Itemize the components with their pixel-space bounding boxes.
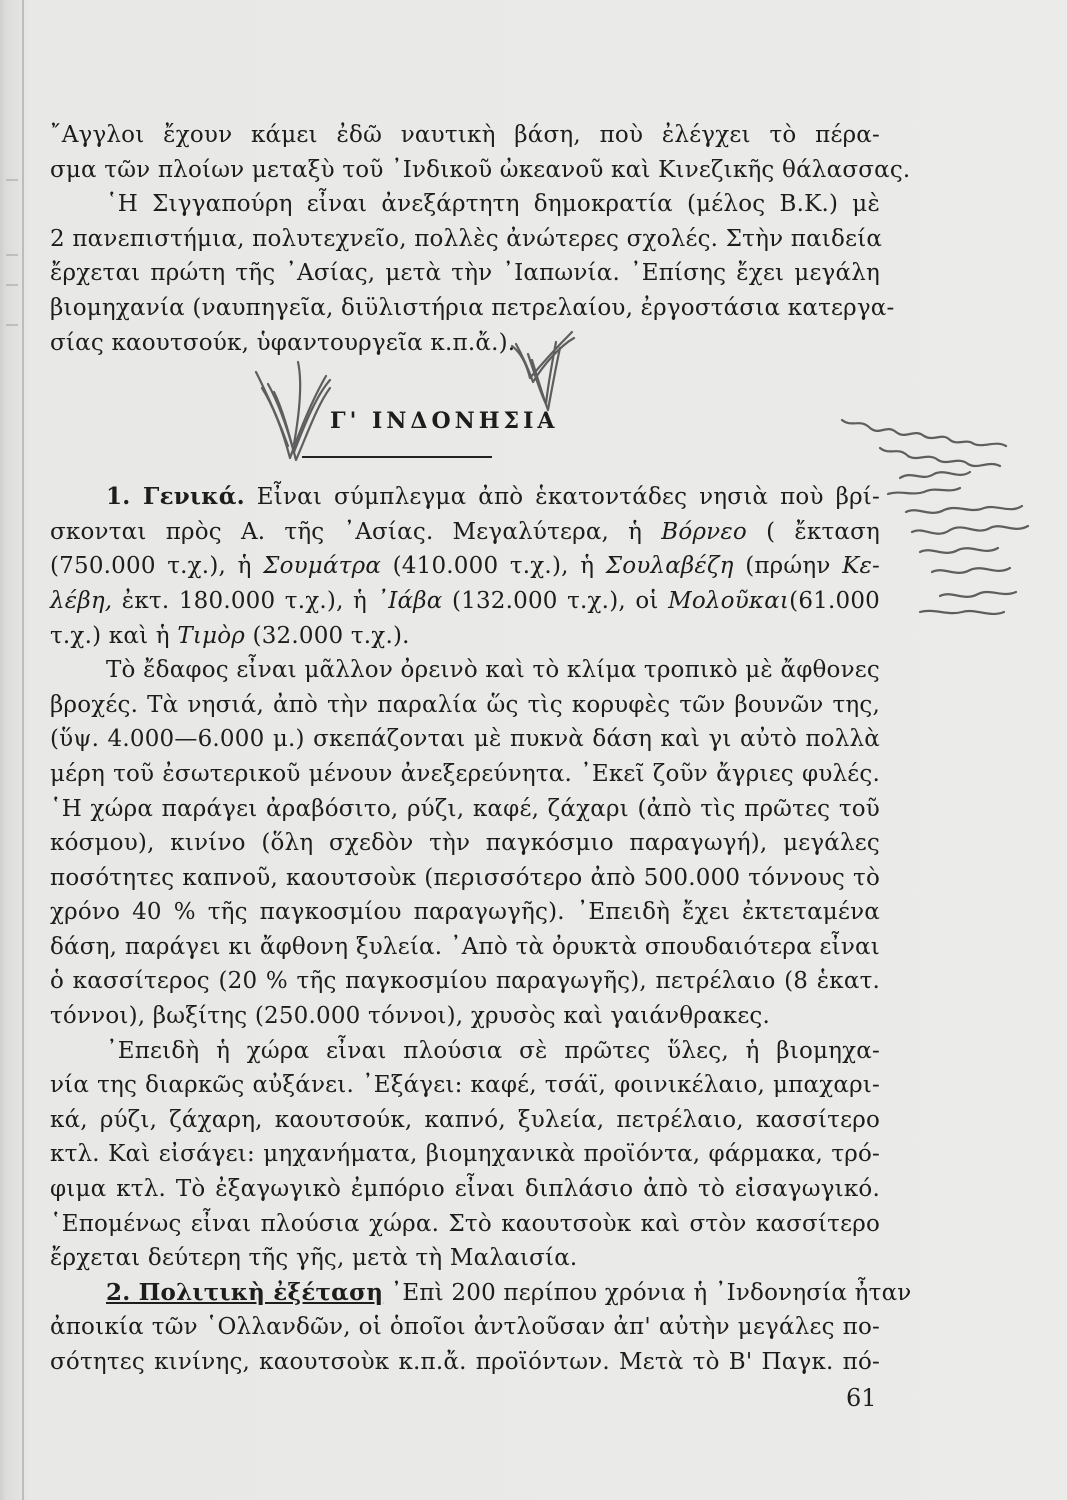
pencil-squiggle — [880, 448, 1000, 466]
text-line: χρόνο 40 % τῆς παγκοσμίου παραγωγῆς). ᾿Επειδὴ ἔχει ἐκτεταμένα — [50, 899, 880, 926]
place-name: λέβη, — [50, 587, 113, 614]
text-line: ᾿Επειδὴ ἡ χώρα εἶναι πλούσια σὲ πρῶτες ὕλες, ἡ βιομηχα- — [106, 1037, 880, 1064]
text-line: φιμα κτλ. Τὸ ἐξαγωγικὸ ἐμπόριο εἶναι διπλάσιο ἀπὸ τὸ εἰσαγωγικό. — [50, 1176, 880, 1203]
place-name: Τιμὸρ — [177, 622, 245, 649]
text-line: ῾Επομένως εἶναι πλούσια χώρα. Στὸ καουτσοὺκ καὶ στὸν κασσίτερο — [50, 1210, 880, 1237]
text-line: κόσμου), κινίνο (ὅλη σχεδὸν τὴν παγκόσμιο παραγωγή), μεγάλες — [50, 830, 880, 857]
pencil-squiggle — [920, 611, 1004, 614]
section-heading: Γ' ΙΝΔΟΝΗΣΙΑ — [330, 408, 559, 434]
text-line — [50, 584, 880, 619]
text-line: σότητες κινίνης, καουτσοὺκ κ.π.ἄ. προϊόντων. Μετὰ τὸ Β' Παγκ. πό- — [50, 1349, 880, 1375]
binding-gutter — [22, 0, 24, 1500]
section-heading-row — [262, 402, 682, 462]
text-line: 2 πανεπιστήμια, πολυτεχνεῖο, πολλὲς ἀνώτερες σχολές. Στὴν παιδεία — [50, 225, 883, 252]
body-text — [50, 118, 912, 1380]
text-line: ῎Αγγλοι ἔχουν κάμει ἐδῶ ναυτικὴ βάση, ποὺ ἐλέγχει τὸ πέρα- — [50, 122, 880, 148]
heading-underline — [302, 456, 492, 458]
text-span: (750.000 τ.χ.), ἡ — [50, 553, 252, 580]
pencil-squiggle — [920, 548, 998, 553]
text-line: κά, ρύζι, ζάχαρη, καουτσούκ, καπνό, ξυλεία, πετρέλαιο, κασσίτερο — [50, 1106, 880, 1133]
text-line: κτλ. Καὶ εἰσάγει: μηχανήματα, βιομηχανικὰ προϊόντα, φάρμακα, τρό- — [50, 1141, 880, 1168]
text-line: ποσότητες καπνοῦ, καουτσοὺκ (περισσότερο ἀπὸ 500.000 τόννους τὸ — [50, 864, 880, 891]
text-line: (ὕψ. 4.000—6.000 μ.) σκεπάζονται μὲ πυκνὰ δάση καὶ γι αὐτὸ πολλὰ — [50, 726, 880, 753]
place-name: ᾿Ιάβα — [376, 587, 443, 614]
text-span: σκονται πρὸς Α. τῆς ᾿Ασίας. Μεγαλύτερα, ἡ — [50, 518, 643, 545]
text-line: τόννοι), βωξίτης (250.000 τόννοι), χρυσὸς καὶ γαιάνθρακες. — [50, 1003, 771, 1030]
section-label-political: 2. Πολιτικὴ ἐξέταση — [106, 1278, 384, 1306]
text-line — [50, 549, 880, 584]
page-number: 61 — [846, 1384, 877, 1412]
text-span: ἐκτ. 180.000 τ.χ.), ἡ — [121, 587, 368, 614]
text-span: (410.000 τ.χ.), ἡ — [392, 553, 595, 580]
text-line: σμα τῶν πλοίων μεταξὺ τοῦ ᾿Ινδικοῦ ὠκεανοῦ καὶ Κινεζικῆς θάλασσας. — [50, 156, 911, 183]
text-span: (132.000 τ.χ.), οἱ — [451, 587, 659, 614]
text-line: ἔρχεται πρώτη τῆς ᾿Ασίας, μετὰ τὴν ᾿Ιαπωνία. ᾿Επίσης ἔχει μεγάλη — [50, 260, 880, 287]
text-span: (32.000 τ.χ.). — [252, 622, 410, 649]
text-line: νία της διαρκῶς αὐξάνει. ᾿Εξάγει: καφέ, τσάϊ, φοινικέλαιο, μπαχαρι- — [50, 1072, 880, 1099]
text-line: δάση, παράγει κι ἄφθονη ξυλεία. ᾿Απὸ τὰ ὀρυκτὰ σπουδαιότερα εἶναι — [50, 933, 880, 960]
text-line — [50, 515, 880, 550]
text-line: ῾Η χώρα παράγει ἀραβόσιτο, ρύζι, καφέ, ζάχαρι (ἀπὸ τὶς πρῶτες τοῦ — [50, 795, 880, 822]
place-name: Σουλαβέζη — [605, 553, 734, 580]
text-span: ( ἔκταση — [766, 518, 881, 545]
text-line: Τὸ ἔδαφος εἶναι μᾶλλον ὀρεινὸ καὶ τὸ κλίμα τροπικὸ μὲ ἄφθονες — [106, 657, 880, 684]
text-line: μέρη τοῦ ἐσωτερικοῦ μένουν ἀνεξερεύνητα. ᾿Εκεῖ ζοῦν ἄγριες φυλές. — [50, 760, 880, 787]
pencil-squiggle — [906, 506, 1022, 513]
text-line: ἀποικία τῶν ῾Ολλανδῶν, οἱ ὁποῖοι ἀντλοῦσαν ἀπ' αὐτὴν μεγάλες πο- — [50, 1314, 880, 1341]
text-line: ἔρχεται δεύτερη τῆς γῆς, μετὰ τὴ Μαλαισία. — [50, 1245, 578, 1272]
place-name: Σουμάτρα — [263, 553, 382, 580]
text-line — [50, 1276, 912, 1311]
place-name: Μολοῦκαι — [668, 587, 790, 614]
pencil-squiggle — [932, 568, 1010, 573]
section-label-general: 1. Γενικά. — [106, 483, 245, 511]
place-name: Βόρνεο — [661, 518, 747, 545]
place-name: Κε- — [842, 553, 880, 580]
pencil-squiggle — [912, 526, 1028, 534]
text-line — [50, 619, 880, 654]
text-line: σίας καουτσούκ, ὑφαντουργεῖα κ.π.ἄ.). — [50, 329, 516, 356]
text-line: βροχές. Τὰ νησιά, ἀπὸ τὴν παραλία ὥς τὶς κορυφὲς τῶν βουνῶν της, — [50, 691, 880, 718]
text-line: βιομηχανία (ναυπηγεῖα, διϋλιστήρια πετρελαίου, ἐργοστάσια κατεργα- — [50, 294, 895, 321]
text-line — [50, 480, 880, 515]
text-span: ᾿Επὶ 200 περίπου χρόνια ἡ ᾿Ινδονησία ἦταν — [390, 1279, 912, 1306]
text-span: (πρώην — [745, 553, 831, 580]
text-line: ὁ κασσίτερος (20 % τῆς παγκοσμίου παραγωγῆς), πετρέλαιο (8 ἑκατ. — [50, 968, 880, 995]
pencil-squiggle — [888, 488, 960, 494]
pencil-squiggle — [900, 472, 970, 478]
text-span: (61.000 — [789, 587, 881, 614]
text-line: ῾Η Σιγγαπούρη εἶναι ἀνεξάρτητη δημοκρατία (μέλος Β.Κ.) μὲ — [106, 191, 880, 218]
pencil-squiggle — [940, 592, 1016, 597]
text-span: Εἶναι σύμπλεγμα ἀπὸ ἑκατοντάδες νησιὰ ποὺ βρί- — [256, 484, 880, 511]
text-span: τ.χ.) καὶ ἡ — [50, 622, 170, 649]
